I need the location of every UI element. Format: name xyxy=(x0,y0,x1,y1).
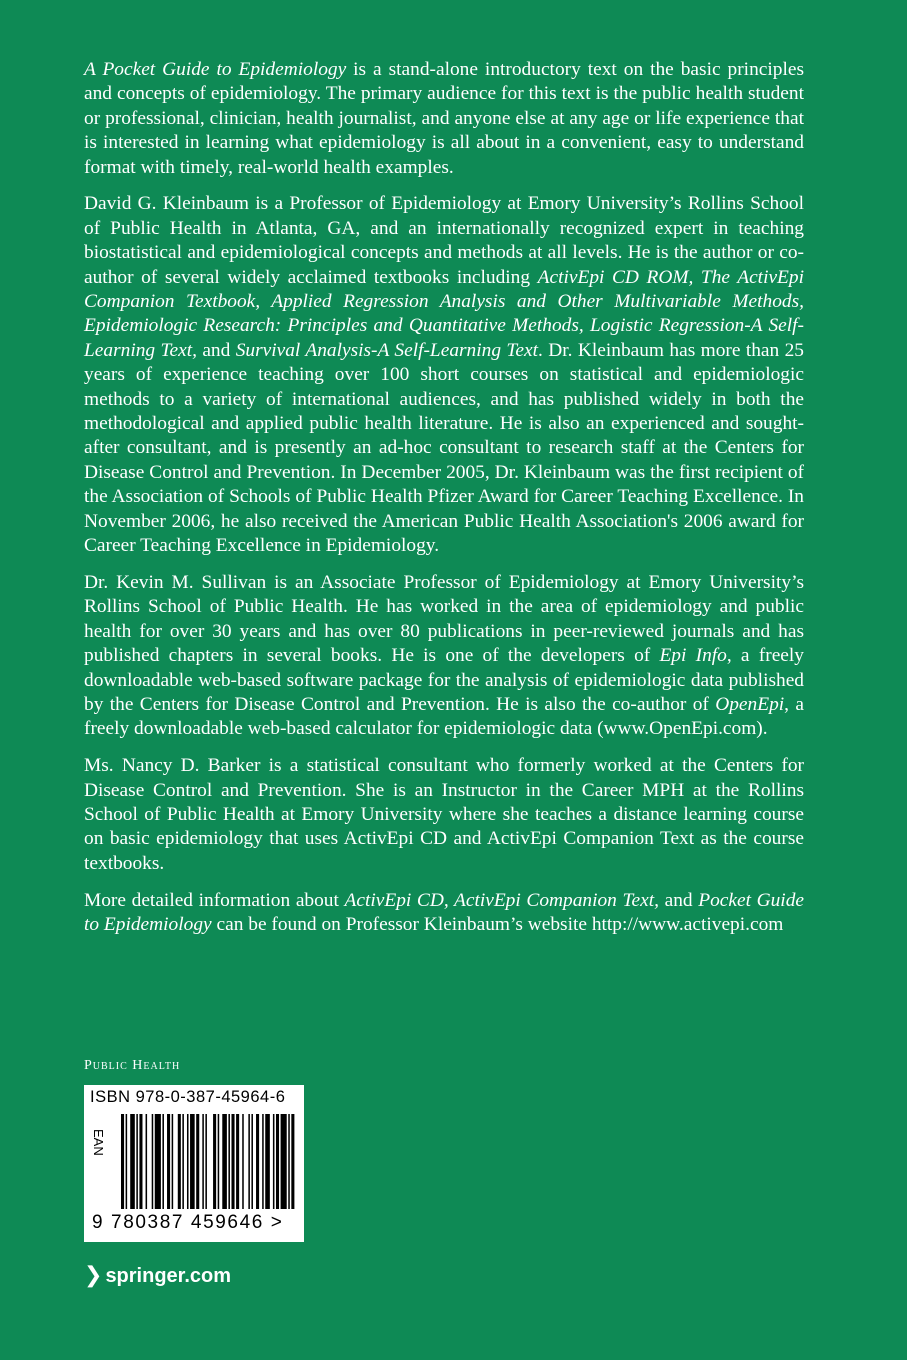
barcode-bar xyxy=(178,1114,181,1209)
barcode-bar xyxy=(248,1114,250,1209)
text-run: More detailed information about xyxy=(84,889,345,911)
text-run: . Dr. Kleinbaum has more than 25 years of experience teaching over 100 short courses on statistical and epidemiologic methods to a variety of international audiences, and has published widely in both the methodological and applied public health literature. He is also an experienced and sought-after consultant, and is presently an ad-hoc consultant to research staff at the Centers for Disease Control and Prevention. In December 2005, Dr. Kleinbaum was the first recipient of the Association of Schools of Public Health Pfizer Award for Career Teaching Excellence. In November 2006, he also received the American Public Health Association's 2006 award for Career Teaching Excellence in Epidemiology. xyxy=(84,339,804,557)
barcode-bar xyxy=(172,1114,174,1209)
barcode-bar xyxy=(152,1114,154,1209)
barcode-bar xyxy=(218,1114,220,1209)
barcode-bar xyxy=(265,1114,270,1209)
springer-logo-text: springer.com xyxy=(105,1265,232,1287)
italic-title: ActivEpi CD, ActivEpi Companion Text, xyxy=(344,889,659,911)
italic-title: Pocket Guide to Epidemiology xyxy=(84,889,805,935)
barcode-bar xyxy=(202,1114,204,1209)
barcode-bar xyxy=(281,1114,287,1209)
barcode-digits: 9 780387 459646 > xyxy=(92,1212,284,1233)
barcode-bar xyxy=(251,1114,253,1209)
barcode-bar xyxy=(121,1114,124,1209)
barcode-bar xyxy=(273,1114,275,1209)
barcode-bar xyxy=(228,1114,230,1209)
barcode-bar xyxy=(236,1114,239,1209)
barcode-bar xyxy=(288,1114,290,1209)
paragraph-kleinbaum-bio xyxy=(84,192,804,558)
barcode-bar xyxy=(182,1114,184,1209)
isbn-text: ISBN 978-0-387-45964-6 xyxy=(90,1088,286,1106)
barcode-bar xyxy=(262,1114,264,1209)
barcode-bar xyxy=(130,1114,135,1209)
barcode-bar xyxy=(231,1114,234,1209)
barcode-bar xyxy=(187,1114,189,1209)
text-run: , a freely downloadable web-based software package for the analysis of epidemiologic data published by the Centers for Disease Control and Prevention. He is also the co-author of xyxy=(84,645,804,715)
text-run: Ms. Nancy D. Barker is a statistical consultant who formerly worked at the Centers for Disease Control and Prevention. She is an Instructor in the Career MPH at the Rollins School of Public Health at Emory University where she teaches a distance learning course on basic epidemiology that uses ActivEpi CD and ActivEpi Companion Text as the course textbooks. xyxy=(84,755,804,874)
barcode-bar xyxy=(162,1114,164,1209)
barcode-bar xyxy=(136,1114,138,1209)
isbn-barcode xyxy=(84,1085,304,1242)
barcode-bar xyxy=(213,1114,216,1209)
barcode-bar xyxy=(276,1114,279,1209)
text-run: can be found on Professor Kleinbaum’s website http://www.activepi.com xyxy=(211,913,784,935)
italic-title: ActivEpi CD ROM, The ActivEpi Companion Textbook, Applied Regression Analysis and Other Multivariable Methods, Epidemiologic Research: Principles and Quantitative Methods, Logistic Regression-A Self-Learning Text, xyxy=(84,266,804,361)
barcode-bar xyxy=(167,1114,170,1209)
paragraph-sullivan-bio xyxy=(84,571,804,742)
text-run: and xyxy=(658,889,699,911)
barcode-bar xyxy=(190,1114,195,1209)
cover-description xyxy=(84,58,804,950)
springer-logo[interactable] xyxy=(84,1262,231,1288)
barcode-bar xyxy=(155,1114,161,1209)
barcode-bars xyxy=(121,1114,299,1209)
barcode-bar xyxy=(222,1114,227,1209)
text-run: , a freely downloadable web-based calculator for epidemiologic data (www.OpenEpi.com). xyxy=(84,693,804,740)
text-run: is a stand-alone introductory text on the basic principles and concepts of epidemiology. The primary audience for this text is the public health student or professional, clinician, health journalist, and anyone else at any age or life experience that is interested in learning what epidemiology is all about in a convenient, easy to understand format with timely, real-world health examples. xyxy=(84,59,804,178)
category-label: Public Health xyxy=(84,1058,181,1073)
barcode-bar xyxy=(242,1114,244,1209)
barcode-bar xyxy=(126,1114,128,1209)
barcode-bar xyxy=(205,1114,207,1209)
italic-title: A Pocket Guide to Epidemiology xyxy=(84,59,347,80)
ean-label: EAN xyxy=(91,1129,106,1156)
barcode-bar xyxy=(256,1114,259,1209)
paragraph-more-info xyxy=(84,889,804,938)
barcode-bar xyxy=(291,1114,294,1209)
barcode-bar xyxy=(196,1114,199,1209)
barcode-bar xyxy=(139,1114,142,1209)
paragraph-intro xyxy=(84,58,804,180)
barcode-bar xyxy=(146,1114,148,1209)
text-run: Dr. Kevin M. Sullivan is an Associate Professor of Epidemiology at Emory University’s Rollins School of Public Health. He has worked in the area of epidemiology and public health for over 30 years and has over 80 publications in peer-reviewed journals and has published chapters in several books. He is one of the developers of xyxy=(84,571,804,667)
text-run: David G. Kleinbaum is a Professor of Epidemiology at Emory University’s Rollins School of Public Health in Atlanta, GA, and an internationally recognized expert in teaching biostatistical and epidemiological concepts and methods at all levels. He is the author or co-author of several widely acclaimed textbooks including xyxy=(84,193,804,288)
italic-title: Epi Info xyxy=(659,645,727,667)
paragraph-barker-bio xyxy=(84,754,804,876)
italic-title: OpenEpi xyxy=(715,693,785,715)
italic-title: Survival Analysis-A Self-Learning Text xyxy=(235,339,539,361)
chevron-right-icon: ❯ xyxy=(84,1262,103,1287)
text-run: and xyxy=(196,339,236,361)
